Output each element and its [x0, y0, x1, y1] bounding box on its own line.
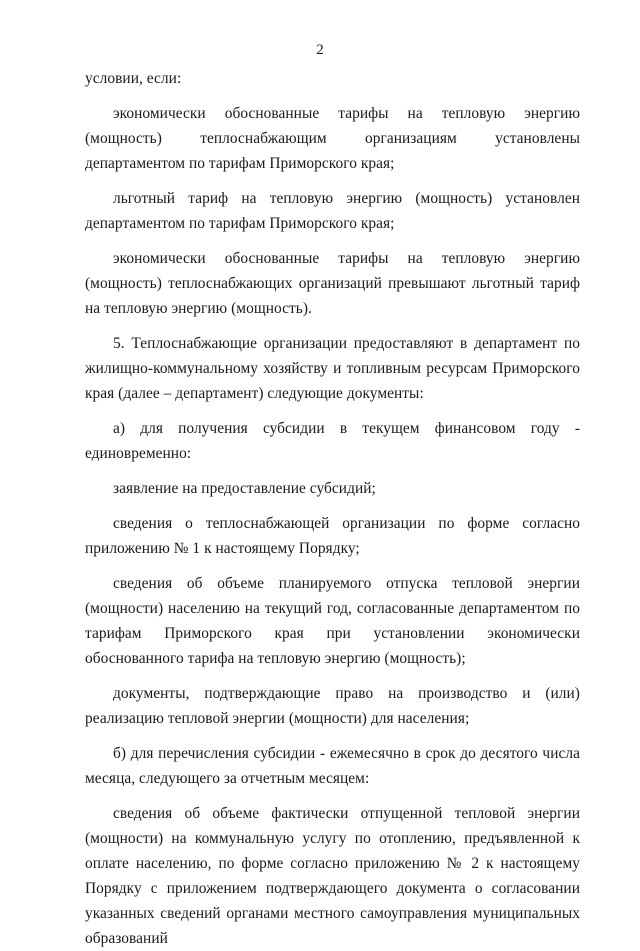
page-number: 2 — [316, 42, 324, 58]
paragraph-condition-intro: условии, если: — [85, 70, 182, 87]
paragraph-condition-tariffs-exceed: экономически обоснованные тарифы на тепловую энергию (мощность) теплоснабжающих организаций превышают льготный тариф на тепловую энергию (мощность). — [85, 250, 580, 317]
paragraph-actual-volume: сведения об объеме фактически отпущенной тепловой энергии (мощности) на коммунальную услугу по отоплению, предъявленной к оплате населению, по форме согласно приложению № 2 к настоящему Порядку с приложением подтверждающего документа о согласовании указанных сведений органами местного самоуправления муниципальных образований — [85, 805, 580, 947]
paragraph-item-b: б) для перечисления субсидии - ежемесячно в срок до десятого числа месяца, следующего за отчетным месяцем: — [85, 745, 580, 787]
paragraph-right-documents: документы, подтверждающие право на производство и (или) реализацию тепловой энергии (мощности) для населения; — [85, 685, 580, 727]
paragraph-planned-volume: сведения об объеме планируемого отпуска тепловой энергии (мощности) населению на текущий год, согласованные департаментом по тарифам Приморского края при установлении экономически обоснованного тарифа на тепловую энергию (мощность); — [85, 575, 580, 667]
paragraph-item-a: а) для получения субсидии в текущем финансовом году - единовременно: — [85, 420, 580, 462]
paragraph-condition-preferential-tariff: льготный тариф на тепловую энергию (мощность) установлен департаментом по тарифам Приморского края; — [85, 190, 580, 232]
paragraph-organization-info: сведения о теплоснабжающей организации по форме согласно приложению № 1 к настоящему Порядку; — [85, 515, 580, 557]
document-body — [85, 66, 580, 951]
paragraph-section-5: 5. Теплоснабжающие организации предоставляют в департамент по жилищно-коммунальному хозяйству и топливным ресурсам Приморского края (далее – департамент) следующие документы: — [85, 335, 580, 402]
paragraph-application: заявление на предоставление субсидий; — [113, 480, 376, 497]
paragraph-condition-tariffs-established: экономически обоснованные тарифы на тепловую энергию (мощность) теплоснабжающим организациям установлены департаментом по тарифам Приморского края; — [85, 105, 580, 172]
